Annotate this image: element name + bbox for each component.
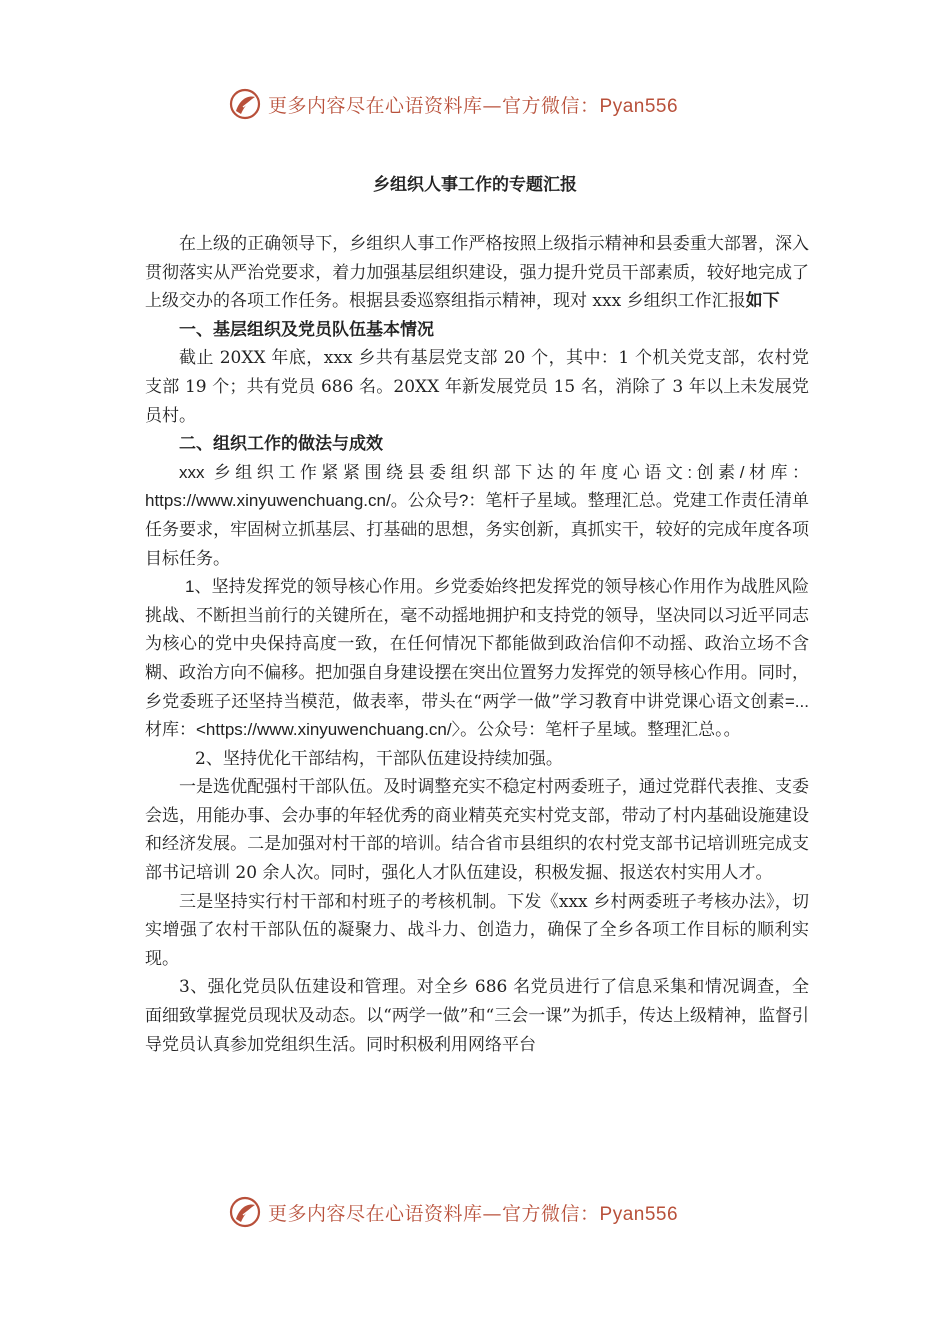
banner-wechat: Pyan556 <box>599 1203 679 1225</box>
header-banner <box>228 86 748 122</box>
section1-heading: 一、基层组织及党员队伍基本情况 <box>179 319 434 340</box>
point1-body-a: 坚持发挥党的领导核心作用。乡党委始终把发挥党的领导核心作用作为战胜风险挑战、不断担当前行的关键所在，毫不动摇地拥护和支持党的领导，坚决同以习近平同志为核心的党中央保持高度一致，在任何情况下都能做到政治信仰不动摇、政治立场不含糊、政治方向不偏移。把加强自身建设摆在突出位置努力发挥党的领导核心作用。同时，乡党委班子还坚持当模范，做表率，带头在“两学一做”学习教育中讲党课 <box>145 577 809 712</box>
document-body <box>145 230 809 1059</box>
section2-heading: 二、组织工作的做法与成效 <box>179 434 383 455</box>
point2-heading: 2、坚持优化干部结构，干部队伍建设持续加强。 <box>195 748 563 769</box>
intro-tail: 如下 <box>745 291 780 312</box>
section2-body-b: 党建工作责任清单任务要求，牢固树立抓基层、打基础的思想，务实创新，真抓实干，较好的完成年度各项目标任务。 <box>145 491 810 569</box>
banner-dash: — <box>482 94 503 117</box>
section2-body-a: xxx 乡组织工作紧紧围绕县委组织部下达的年度心语文:创素/材库：https://www.xinyuwenchuang.cn/。公众号?：笔杆子星域。整理汇总。 <box>145 462 809 511</box>
point2-para-a: 一是选优配强村干部队伍。及时调整充实不稳定村两委班子，通过党群代表推、支委会选，用能办事、会办事的年轻优秀的商业精英充实村党支部，带动了村内基础设施建设和经济发展。二是加强对村干部的培训。结合省市县组织的农村党支部书记培训班完成支部书记培训 20 余人次。同时，强化人才队伍建设，积极发掘、报送农村实用人才。 <box>145 777 809 884</box>
section2-body <box>145 459 809 573</box>
document-title: 乡组织人事工作的专题汇报 <box>373 175 577 195</box>
banner-text: 更多内容尽在心语资料库 <box>268 1202 483 1225</box>
point3-paragraph: 3、强化党员队伍建设和管理。对全乡 686 名党员进行了信息采集和情况调查，全面细致掌握党员现状及动态。以“两学一做”和“三会一课”为抓手，传达上级精神，监督引导党员认真参加党组织生活。同时积极利用网络平台 <box>145 977 809 1055</box>
logo-icon <box>228 1195 262 1229</box>
point2-para-b: 三是坚持实行村干部和村班子的考核机制。下发《xxx 乡村两委班子考核办法》，切实增强了农村干部队伍的凝聚力、战斗力、创造力，确保了全乡各项工作目标的顺利实现。 <box>145 891 809 969</box>
footer-banner <box>228 1194 748 1230</box>
intro-paragraph <box>145 230 809 316</box>
intro-text: 在上级的正确领导下，乡组织人事工作严格按照上级指示精神和县委重大部署，深入贯彻落实从严治党要求，着力加强基层组织建设，强力提升党员干部素质，较好地完成了上级交办的各项工作任务。根据县委巡察组指示精神，现对 xxx 乡组织工作汇报 <box>145 234 809 312</box>
banner-official: 官方微信： <box>502 1202 600 1225</box>
logo-icon <box>228 87 262 121</box>
banner-dash: — <box>482 1202 503 1225</box>
section1-body: 截止 20XX 年底，xxx 乡共有基层党支部 20 个，其中：1 个机关党支部，农村党支部 19 个；共有党员 686 名。20XX 年新发展党员 15 名，消除了 3 年以上未发展党员村。 <box>145 348 809 426</box>
point1-paragraph <box>145 573 809 745</box>
banner-official: 官方微信： <box>502 94 600 117</box>
point1-body-b: 心语文创素=...材库：<https://www.xinyuwenchuang.cn/〉。公众号：笔杆子星域。整理汇总。。 <box>145 691 809 740</box>
point1-num: 1、 <box>185 577 212 597</box>
banner-wechat: Pyan556 <box>599 95 679 117</box>
banner-text: 更多内容尽在心语资料库 <box>268 94 483 117</box>
